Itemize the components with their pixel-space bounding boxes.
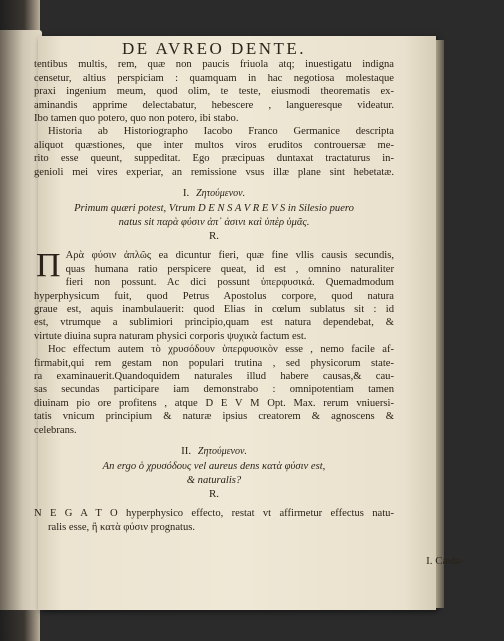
text-line: fieri non possunt. Ac dici possunt ὑπερφυσικά. Quemadmodum (65, 277, 394, 289)
section-heading-1 (34, 187, 394, 200)
dropcap-letter: Π (36, 247, 61, 285)
text-line: praxi ingenium meum, quod olim, te teste, eiusmodi theorematis ex- (34, 86, 394, 98)
question-1 (34, 202, 394, 228)
question-line: natus sit παρὰ φύσιν ἀπ᾽ ἀσινι καὶ ὑπὲρ ὑμᾶς. (118, 216, 310, 228)
text-line: aliquot quæstiones, que inter multos viros eruditos controuersæ me- (34, 139, 394, 151)
question-line: Primum quæri potest, Vtrum D E N S A V R E V S in Silesio puero (74, 203, 354, 215)
text-line: aminandis apprime delectabatur, hebescere , langueresque videatur. (34, 99, 394, 111)
section-heading-2 (34, 445, 394, 458)
text-line: censetur, altius perspiciam : quamquam in hac negotiosa molestaque (34, 72, 394, 84)
text-line: rito esse queunt, suppeditat. Ego præcipuas duntaxat tractaturus in- (34, 153, 394, 165)
text-line: genioli mei vires experiar, an remissione vsus illæ plane sint hebetatæ. (34, 166, 394, 178)
question-2 (34, 460, 394, 486)
section-number: II. (181, 444, 192, 457)
catchword: I. Cæda- (426, 555, 464, 567)
page-text (34, 39, 394, 534)
section-greek-label: Ζητούμενον. (196, 188, 246, 200)
text-line: celebrans. (34, 424, 77, 436)
text-line: Ibo tamen quo potero, quo non potero, ibi stabo. (34, 113, 239, 125)
question-line: An ergo ὁ χρυσόδους vel aureus dens κατὰ φύσιν est, (102, 461, 326, 473)
text-line: est, vtrumque a sublimiori principio,quam est natura dependebat, & (34, 317, 394, 329)
text-line: hyperphysicum fuit, quod Petrus Apostolus corpore, quod natura (34, 290, 394, 302)
text-line: tentibus multis, rem, quæ non paucis friuola atq; inuestigatu indigna (34, 59, 394, 71)
section-greek-label: Ζητούμενον. (197, 445, 247, 457)
text-line: ralis esse, ἢ κατὰ φύσιν prognatus. (48, 521, 196, 533)
answer-1 (34, 249, 394, 437)
response-mark: R. (208, 487, 220, 500)
intro-paragraph (34, 58, 394, 179)
response-mark: R. (208, 229, 220, 242)
text-line: diuinam pio ore profitens , atque D E V M Opt. Max. rerum vniuersi- (34, 397, 394, 409)
text-line: graue est, aquis inambulauerit: quod Elias in cœlum sublatus sit : id (34, 303, 394, 315)
text-line: quas humana ratio perspicere queat, id est , omnino naturaliter (65, 263, 394, 275)
text-line: firmabit,qui rem gestam non populari trutina , sed physicorum state- (34, 357, 394, 369)
question-line: & naturalis? (186, 474, 242, 486)
text-line: Hoc effectum autem τὸ χρυσόδουν ὑπερφυσικὸν esse , nemo facile af- (48, 344, 394, 356)
text-line: sas secundas participare iam demonstrabo : omnipotentiam tamen (34, 384, 394, 396)
section-number: I. (182, 187, 190, 200)
text-line: virtute diuina supra naturam physici corporis ψυχικὰ factum est. (34, 330, 307, 342)
text-line: Historia ab Historiographo Iacobo Franco Germanice descripta (48, 126, 394, 138)
text-line: N E G A T O hyperphysico effecto, restat vt affirmetur effectus natu- (34, 508, 394, 520)
text-line: tatis vnicum principium & naturæ ipsius creatorem & agnoscens & (34, 411, 394, 423)
page-fore-edge (436, 40, 444, 608)
answer-2 (34, 507, 394, 534)
running-head: DE AVREO DENTE. (121, 39, 307, 58)
text-line: Αρὰ φύσιν ἀπλῶς ea dicuntur fieri, quæ fine vllis causis secundis, (65, 250, 394, 262)
text-line: ra examinauerit.Quandoquidem naturales illud habere causas,& cau- (34, 370, 394, 382)
